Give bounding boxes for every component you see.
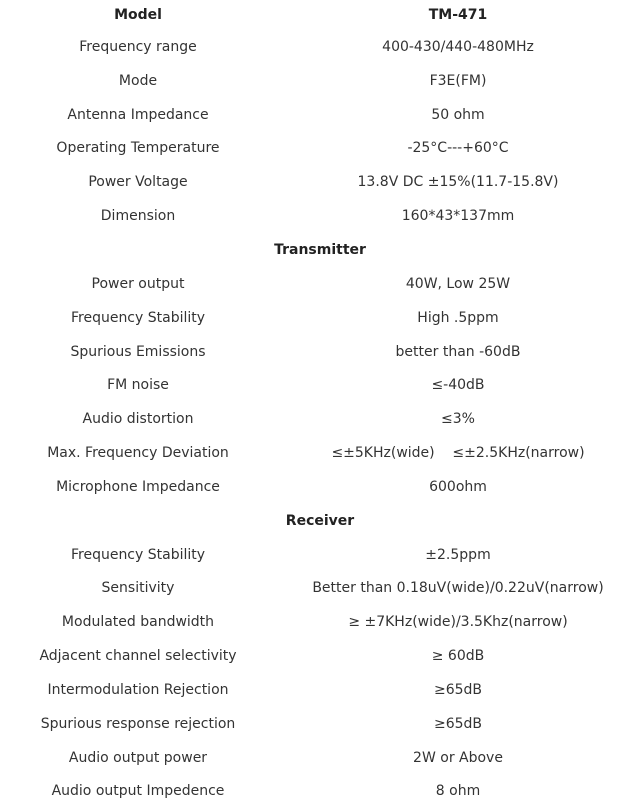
spec-label: Mode [118, 72, 158, 89]
section-header-receiver [0, 504, 640, 538]
table-row [0, 639, 640, 673]
spec-label: Spurious response rejection [40, 715, 236, 732]
spec-value: 160*43*137mm [401, 208, 515, 225]
spec-label: Intermodulation Rejection [47, 681, 229, 698]
spec-label: Power Voltage [88, 174, 188, 191]
table-row [0, 741, 640, 775]
table-row [0, 673, 640, 707]
spec-label: Audio output power [68, 749, 208, 766]
spec-label: Audio distortion [82, 411, 194, 428]
spec-value: ≤±5KHz(wide) ≤±2.5KHz(narrow) [331, 445, 585, 462]
section-title: Receiver [285, 512, 355, 529]
spec-label: Spurious Emissions [70, 343, 206, 360]
table-row [0, 199, 640, 233]
table-row [0, 775, 640, 808]
spec-value: ≥65dB [433, 681, 483, 698]
spec-value: 8 ohm [435, 783, 481, 800]
table-row [0, 267, 640, 301]
table-row [0, 436, 640, 470]
spec-value: 400-430/440-480MHz [382, 38, 534, 55]
table-row [0, 402, 640, 436]
spec-value: ±2.5ppm [425, 546, 491, 563]
spec-label: Frequency Stability [70, 546, 206, 563]
spec-value: ≥ 60dB [431, 648, 485, 665]
table-row [0, 335, 640, 369]
spec-value: -25°C---+60°C [407, 140, 509, 157]
table-row [0, 707, 640, 741]
table-row [0, 572, 640, 606]
spec-label: Audio output Impedence [51, 783, 225, 800]
section-title: Transmitter [274, 241, 366, 258]
spec-value: 50 ohm [431, 106, 485, 123]
table-row [0, 538, 640, 572]
spec-label: Adjacent channel selectivity [39, 648, 237, 665]
spec-label: Operating Temperature [56, 140, 220, 157]
table-row [0, 98, 640, 132]
spec-value: ≤3% [441, 411, 475, 428]
spec-label: Power output [91, 275, 185, 292]
table-row [0, 368, 640, 402]
table-row [0, 470, 640, 504]
spec-value: 40W, Low 25W [405, 275, 511, 292]
table-row [0, 64, 640, 98]
spec-value: High .5ppm [417, 309, 499, 326]
model-label: Model [114, 7, 162, 23]
table-row [0, 165, 640, 199]
spec-value: Better than 0.18uV(wide)/0.22uV(narrow) [312, 580, 604, 597]
spec-value: ≥65dB [433, 715, 483, 732]
spec-label: Frequency Stability [70, 309, 206, 326]
spec-label: Dimension [100, 208, 176, 225]
spec-value: better than -60dB [395, 343, 521, 360]
table-row [0, 605, 640, 639]
table-row [0, 30, 640, 64]
section-header-transmitter [0, 233, 640, 267]
spec-value: 2W or Above [413, 749, 503, 766]
spec-value: ≤-40dB [431, 377, 485, 394]
spec-label: FM noise [107, 377, 169, 394]
spec-label: Antenna Impedance [67, 106, 209, 123]
spec-label: Microphone Impedance [56, 478, 220, 495]
spec-value: 13.8V DC ±15%(11.7-15.8V) [357, 174, 559, 191]
spec-label: Sensitivity [101, 580, 175, 597]
table-row [0, 301, 640, 335]
spec-label: Frequency range [79, 38, 197, 55]
model-value: TM-471 [428, 7, 488, 23]
spec-value: ≥ ±7KHz(wide)/3.5Khz(narrow) [348, 614, 568, 631]
spec-label: Max. Frequency Deviation [47, 445, 229, 462]
spec-value: 600ohm [429, 478, 487, 495]
spec-value: F3E(FM) [429, 72, 487, 89]
model-row [0, 0, 640, 30]
table-row [0, 132, 640, 166]
spec-label: Modulated bandwidth [61, 614, 215, 631]
